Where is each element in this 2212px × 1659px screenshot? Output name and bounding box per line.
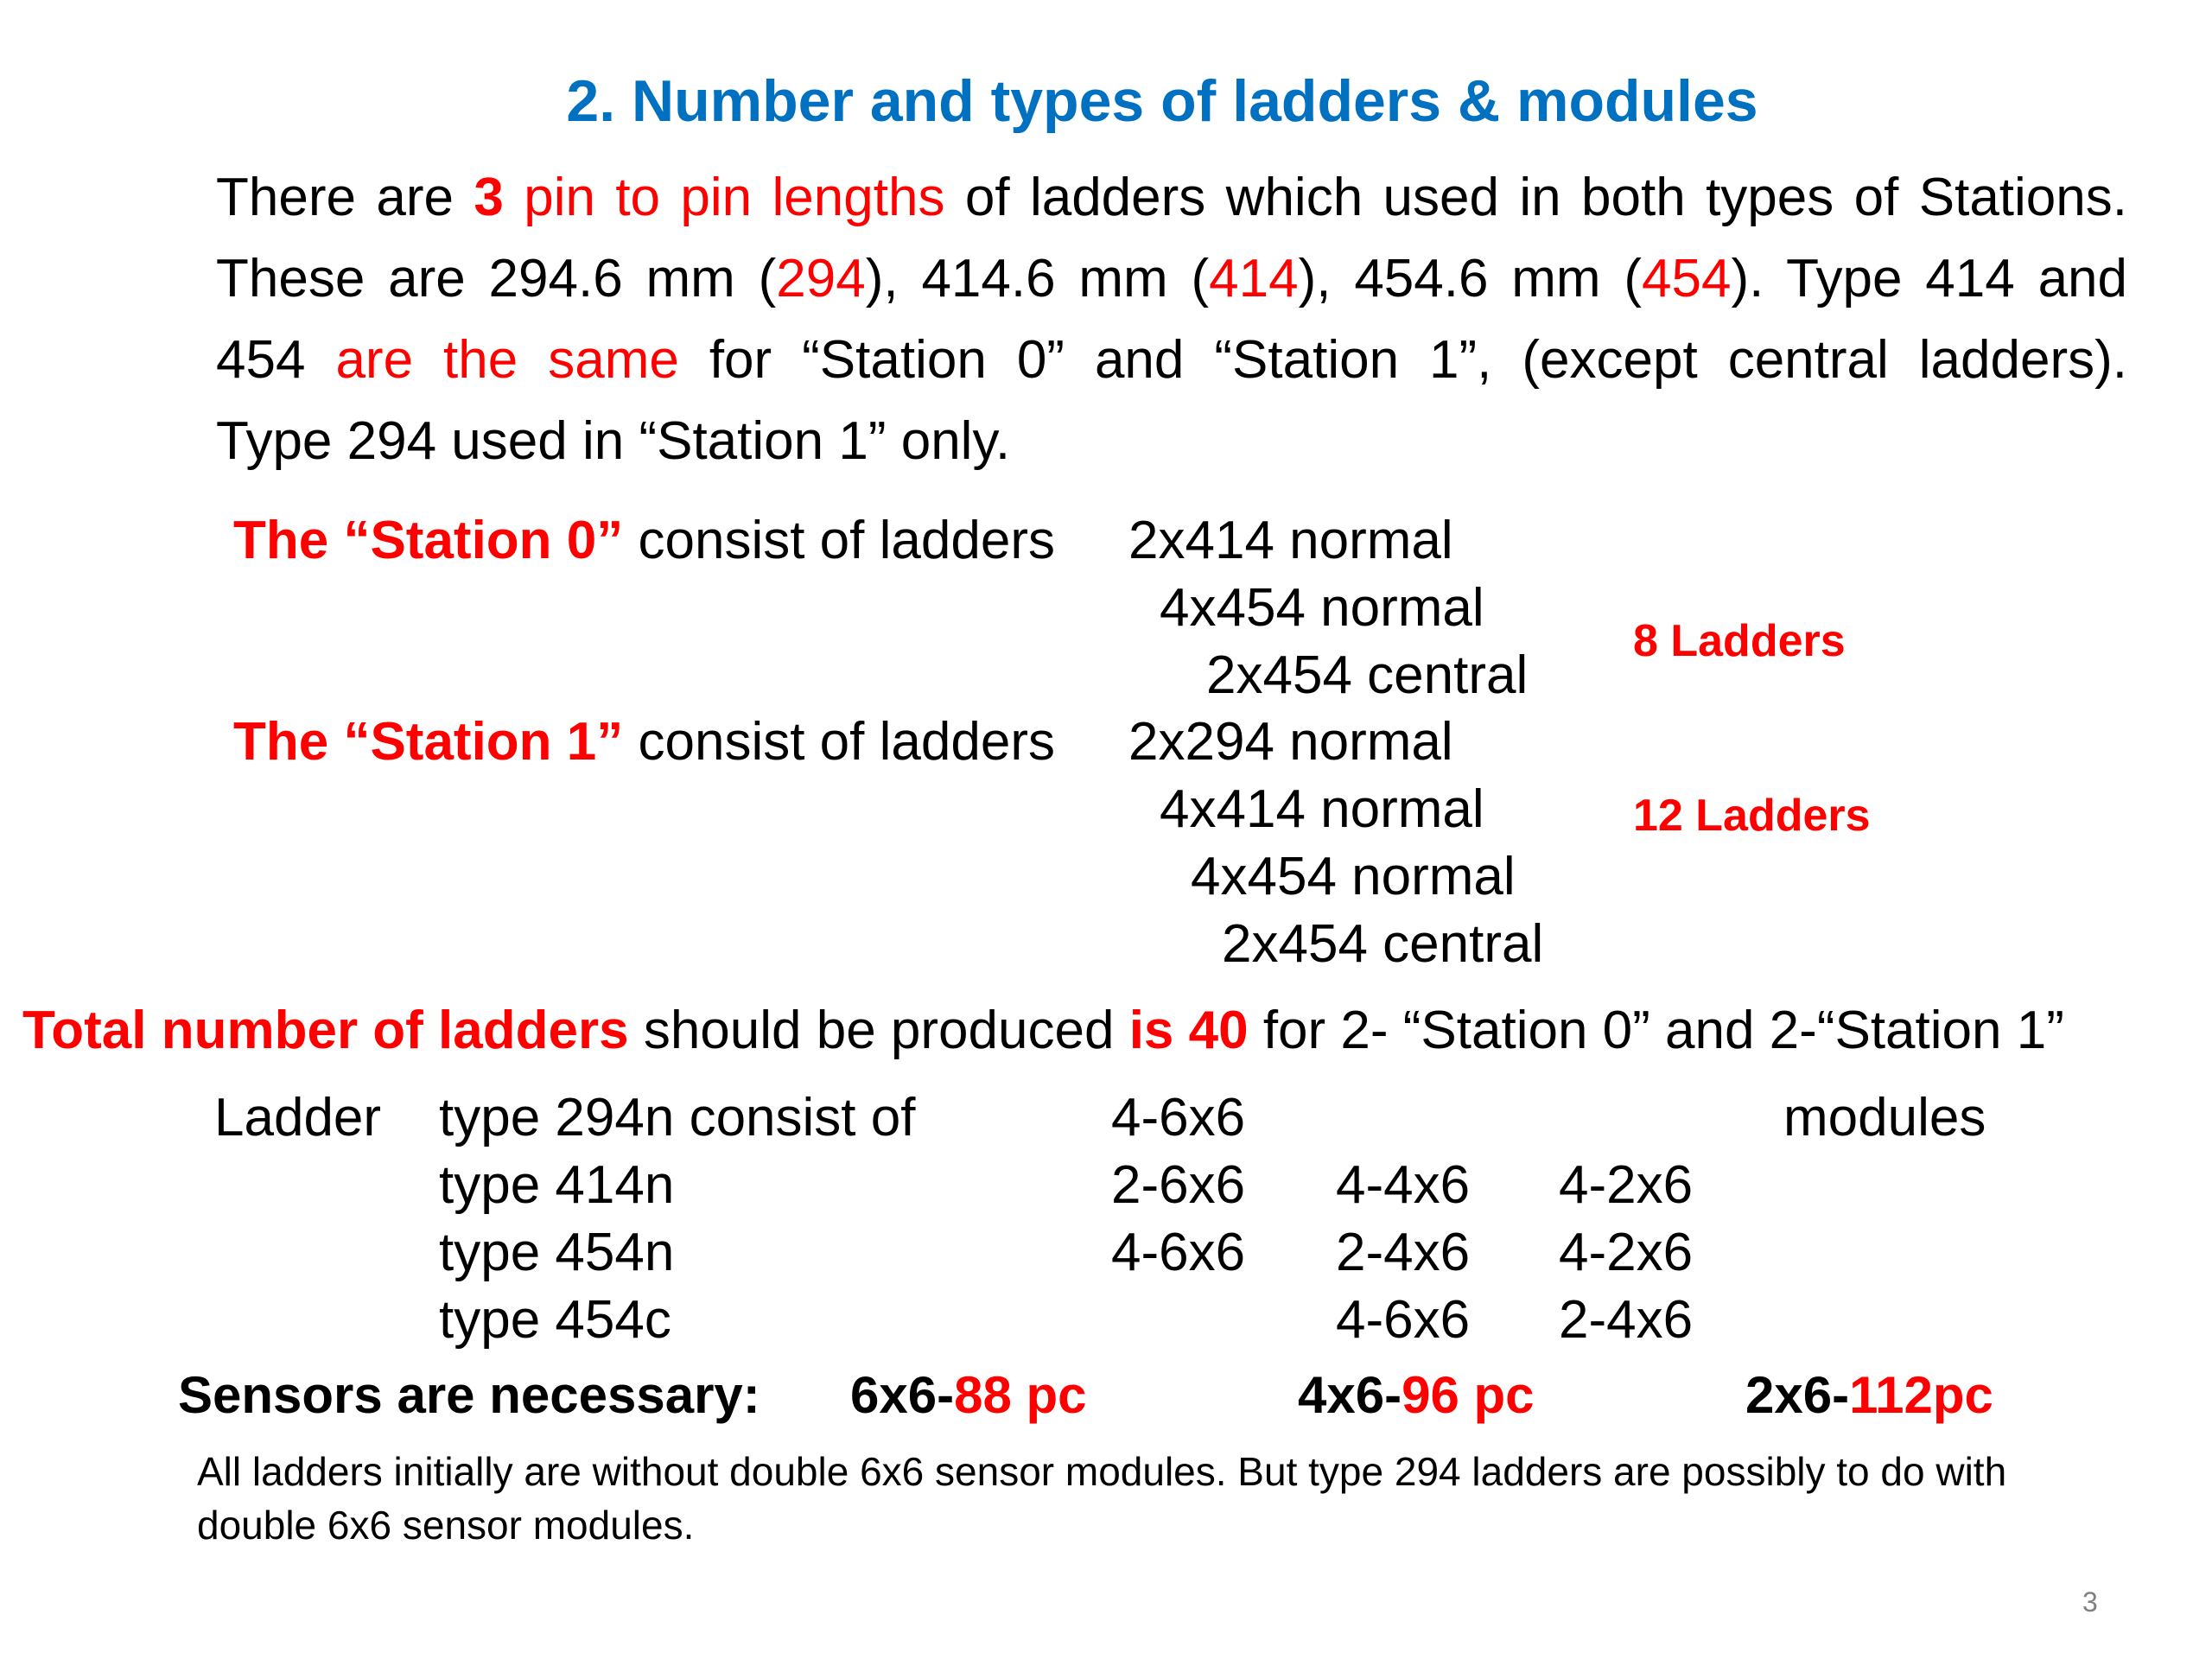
module-row-type: type 454n xyxy=(439,1223,675,1282)
intro-highlight-number: 3 xyxy=(474,168,504,227)
station1-ladder-count: 12 Ladders xyxy=(1633,791,1871,841)
intro-line-3 xyxy=(216,320,2127,401)
module-cell: 2-6x6 xyxy=(1111,1155,1246,1215)
sensor-quantity: 96 pc xyxy=(1402,1366,1535,1424)
sensors-label: Sensors are necessary: xyxy=(178,1366,760,1424)
station1-item: 2x454 central xyxy=(1222,914,1544,974)
station0-text: consist of ladders xyxy=(623,511,1055,570)
sensor-type: 4x6- xyxy=(1298,1366,1402,1424)
modules-suffix: modules xyxy=(1783,1088,1986,1147)
module-cell: 4-6x6 xyxy=(1336,1290,1471,1350)
module-row-type: type 294n consist of xyxy=(439,1088,916,1147)
intro-line-2 xyxy=(216,238,2127,320)
intro-paragraph xyxy=(216,157,2127,482)
sensor-quantity: 112pc xyxy=(1849,1366,1993,1424)
module-row-type: type 454c xyxy=(439,1290,671,1350)
station1-heading xyxy=(233,711,1055,772)
total-ladders-line xyxy=(22,1000,2064,1061)
intro-text: ), 454.6 mm ( xyxy=(1298,249,1643,308)
intro-highlight: are the same xyxy=(335,330,679,390)
intro-line-1 xyxy=(216,157,2127,238)
module-cell: 4-2x6 xyxy=(1559,1155,1694,1215)
module-cell: 2-4x6 xyxy=(1559,1290,1694,1350)
station1-item: 2x294 normal xyxy=(1128,712,1453,772)
station1-label: The “Station 1” xyxy=(233,712,624,772)
station0-ladder-count: 8 Ladders xyxy=(1633,616,1846,666)
intro-highlight: 414 xyxy=(1209,249,1299,308)
intro-highlight: 454 xyxy=(1642,249,1732,308)
sensor-count-2x6 xyxy=(1745,1365,1993,1425)
sensor-count-4x6 xyxy=(1298,1365,1535,1425)
total-highlight: Total number of ladders xyxy=(22,1001,629,1060)
total-text: for 2- “Station 0” and 2-“Station 1” xyxy=(1248,1001,2064,1060)
intro-text: of ladders which used in both types of Stations. xyxy=(944,168,2127,227)
station1-item: 4x454 normal xyxy=(1191,847,1516,906)
sensor-quantity: 88 pc xyxy=(954,1366,1087,1424)
module-row-type: type 414n xyxy=(439,1155,675,1215)
station1-item: 4x414 normal xyxy=(1160,779,1484,839)
intro-line-4: Type 294 used in “Station 1” only. xyxy=(216,411,1011,471)
slide-title: 2. Number and types of ladders & modules xyxy=(566,68,1758,134)
intro-text: ). Type 414 and xyxy=(1731,249,2128,308)
total-text: should be produced xyxy=(628,1001,1129,1060)
intro-highlight: pin to pin lengths xyxy=(503,168,945,227)
module-cell: 4-6x6 xyxy=(1111,1088,1246,1147)
station0-item: 2x414 normal xyxy=(1128,511,1453,570)
intro-text: 454 xyxy=(216,330,336,390)
sensor-type: 2x6- xyxy=(1745,1366,1850,1424)
footnote: All ladders initially are without double 6x6 sensor modules. But type 294 ladders are possibly to do with double 6x6 sensor modules. xyxy=(197,1449,2007,1548)
modules-lead: Ladder xyxy=(214,1088,382,1147)
intro-text: There are xyxy=(216,168,474,227)
sensor-type: 6x6- xyxy=(850,1366,955,1424)
total-highlight: is 40 xyxy=(1128,1001,1249,1060)
module-cell: 4-4x6 xyxy=(1336,1155,1471,1215)
intro-text: These are 294.6 mm ( xyxy=(216,249,777,308)
module-cell: 4-2x6 xyxy=(1559,1223,1694,1282)
station0-item: 2x454 central xyxy=(1206,645,1529,705)
intro-text: ), 414.6 mm ( xyxy=(865,249,1210,308)
station0-item: 4x454 normal xyxy=(1160,578,1484,638)
station0-heading xyxy=(233,510,1055,571)
station1-text: consist of ladders xyxy=(623,712,1055,772)
intro-highlight: 294 xyxy=(776,249,866,308)
intro-text: for “Station 0” and “Station 1”, (except central ladders). xyxy=(678,330,2127,390)
module-cell: 2-4x6 xyxy=(1336,1223,1471,1282)
page-number: 3 xyxy=(2082,1586,2098,1618)
module-cell: 4-6x6 xyxy=(1111,1223,1246,1282)
sensor-count-6x6 xyxy=(850,1365,1087,1425)
station0-label: The “Station 0” xyxy=(233,511,624,570)
